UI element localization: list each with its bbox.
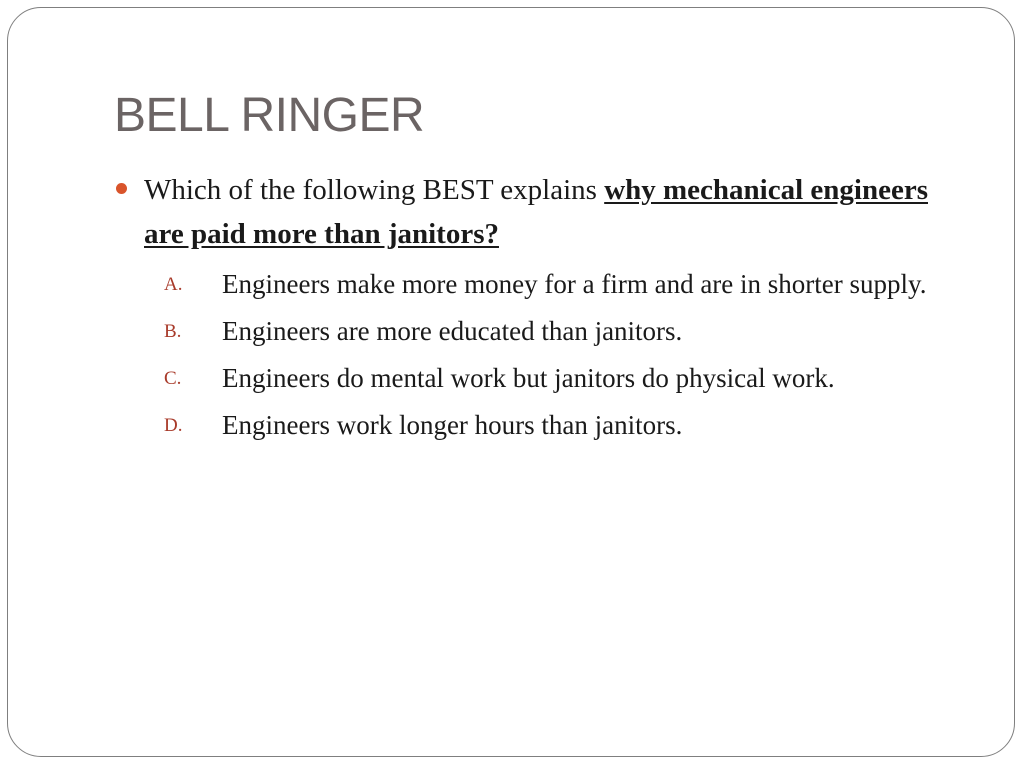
option-letter: B.: [164, 321, 182, 342]
option-text: Engineers make more money for a firm and are in shorter supply.: [222, 269, 927, 299]
slide-content: [114, 168, 944, 452]
question-text: [114, 168, 944, 256]
bullet-dot-icon: [116, 183, 127, 194]
option-text: Engineers are more educated than janitors.: [222, 316, 683, 346]
answer-option-a: [114, 264, 944, 305]
slide-title: BELL RINGER: [114, 89, 425, 142]
option-text: Engineers work longer hours than janitors.: [222, 410, 683, 440]
option-text: Engineers do mental work but janitors do physical work.: [222, 363, 835, 393]
answer-option-b: [114, 311, 944, 352]
option-letter: A.: [164, 274, 183, 295]
answer-option-d: [114, 405, 944, 446]
answer-options: [114, 264, 944, 446]
option-letter: D.: [164, 415, 183, 436]
question-emphasis: why mechanical engineers are paid more than janitors?: [144, 174, 928, 250]
question-lead: Which of the following BEST explains: [144, 174, 605, 206]
answer-option-c: [114, 358, 944, 399]
option-letter: C.: [164, 368, 182, 389]
